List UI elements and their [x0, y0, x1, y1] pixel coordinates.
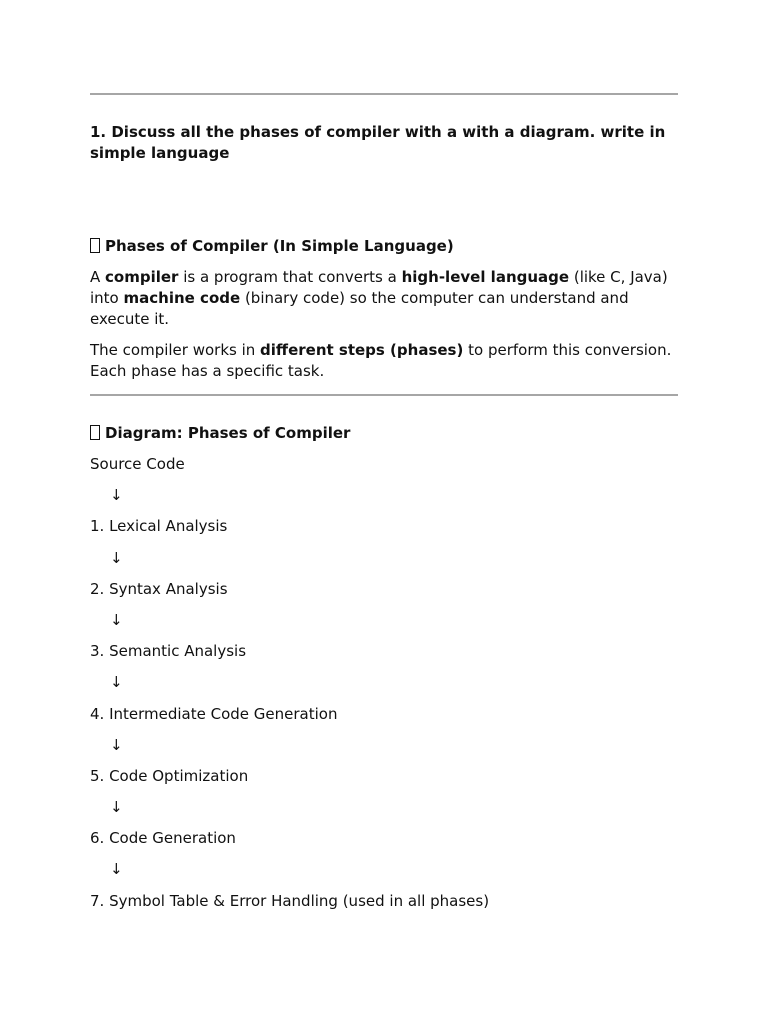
compiler-definition-paragraph: [90, 267, 678, 330]
para2-text-1: The compiler works in: [90, 341, 261, 359]
flow-item-code-optimization: 5. Code Optimization: [90, 766, 249, 785]
down-arrow-icon: ↓: [110, 548, 123, 567]
horizontal-rule-middle: [90, 394, 678, 396]
para1-bold-machine-code: machine code: [123, 289, 241, 307]
down-arrow-icon: ↓: [110, 673, 123, 692]
flow-item-symbol-table-error-handling: 7. Symbol Table & Error Handling (used in all phases): [90, 891, 490, 910]
para1-text-2: is a program that converts a: [178, 268, 402, 286]
para1-text-4: (binary code) so the computer can understand and execute it.: [90, 289, 629, 328]
flow-item-lexical-analysis: 1. Lexical Analysis: [90, 517, 228, 536]
diagram-heading: [90, 423, 350, 444]
down-arrow-icon: ↓: [110, 798, 123, 817]
para1-text-3: (like C, Java) into: [90, 268, 668, 307]
phases-heading: [90, 236, 454, 257]
para2-bold-different-steps: different steps (phases): [260, 341, 464, 359]
phases-heading-title: Phases of Compiler (In Simple Language): [105, 237, 454, 255]
para1-bold-high-level-language: high-level language: [401, 268, 570, 286]
para1-text-1: A: [90, 268, 106, 286]
question-text: 1. Discuss all the phases of compiler with a with a diagram. write in simple language: [90, 123, 666, 162]
missing-glyph-icon: [90, 238, 100, 253]
phases-intro-paragraph: [90, 340, 678, 382]
para1-bold-compiler: compiler: [105, 268, 179, 286]
diagram-heading-title: Diagram: Phases of Compiler: [105, 424, 351, 442]
down-arrow-icon: ↓: [110, 735, 123, 754]
horizontal-rule-top: [90, 93, 678, 95]
flow-item-source-code: Source Code: [90, 455, 185, 473]
flow-item-intermediate-code-generation: 4. Intermediate Code Generation: [90, 704, 338, 723]
flow-item-code-generation: 6. Code Generation: [90, 829, 236, 848]
down-arrow-icon: ↓: [110, 486, 123, 505]
missing-glyph-icon: [90, 425, 100, 440]
para2-text-2: to perform this conversion. Each phase has a specific task.: [90, 341, 672, 380]
down-arrow-icon: ↓: [110, 610, 123, 629]
flow-item-semantic-analysis: 3. Semantic Analysis: [90, 642, 247, 661]
flow-item-syntax-analysis: 2. Syntax Analysis: [90, 579, 228, 598]
compiler-phases-flow: [90, 454, 678, 922]
down-arrow-icon: ↓: [110, 860, 123, 879]
